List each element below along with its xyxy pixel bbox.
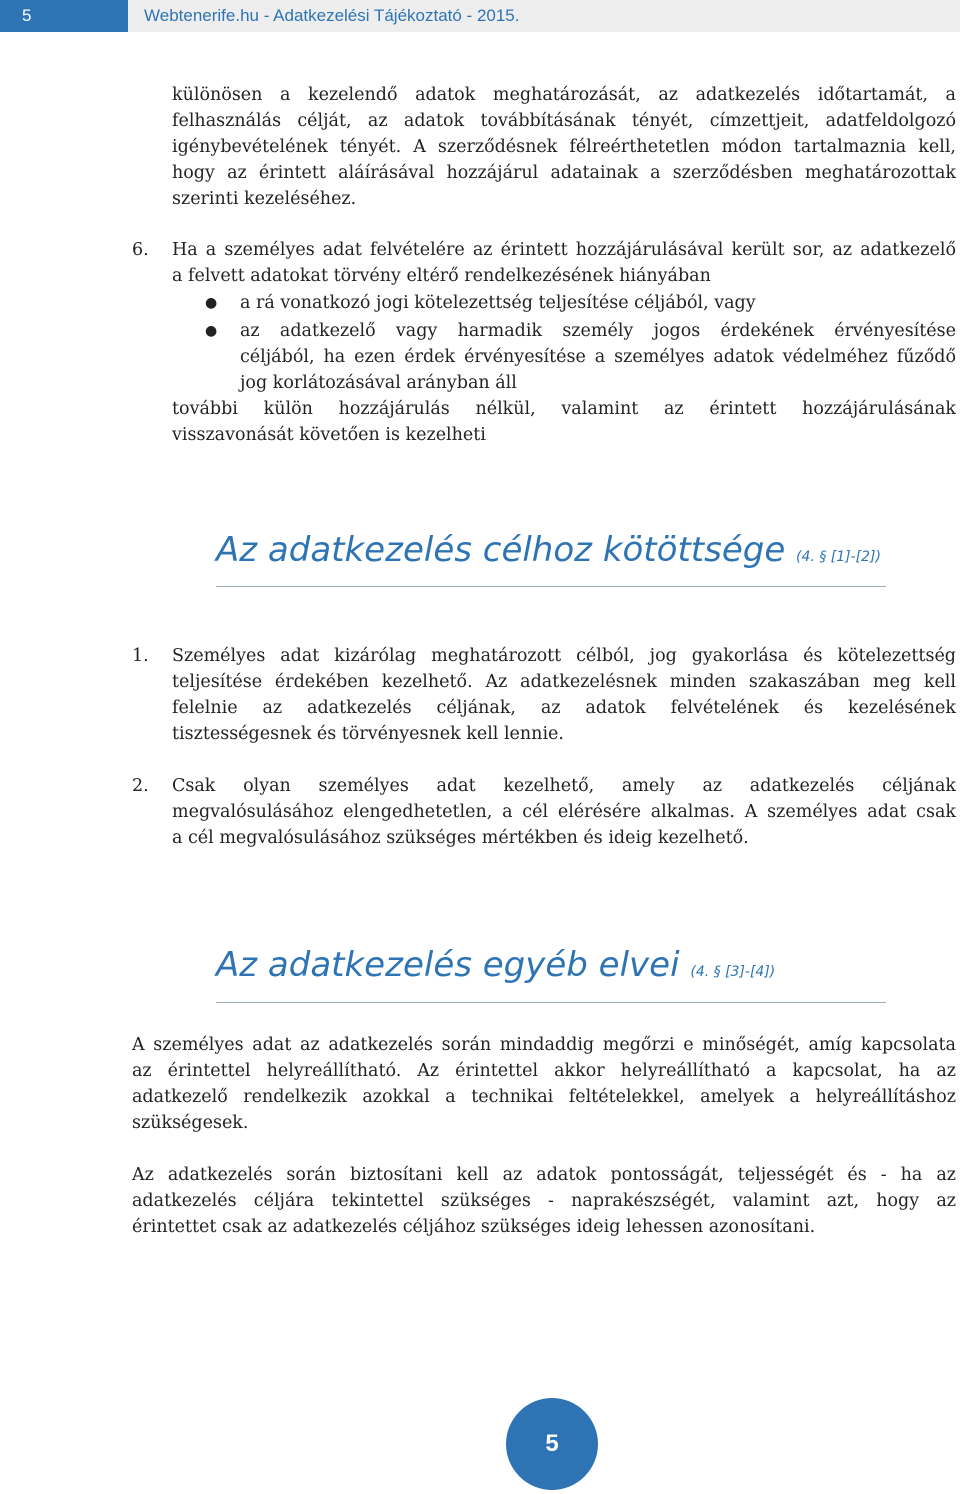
text-line: Csak olyan személyes adat kezelhető, amely az adatkezelés céljának bbox=[172, 776, 956, 796]
text-line: Az adatkezelés során biztosítani kell az adatok pontosságát, teljességét és - ha az bbox=[132, 1165, 956, 1185]
text-line: Ha a személyes adat felvételére az érintett hozzájárulásával került sor, az adatkezelő bbox=[172, 240, 956, 260]
section-divider bbox=[216, 1002, 886, 1003]
text-line: a felvett adatokat törvény eltérő rendelkezésének hiányában bbox=[172, 266, 711, 286]
text-line: céljából, ha ezen érdek érvényesítése a személyes adatok védelméhez fűződő bbox=[240, 347, 956, 367]
text-line: az adatkezelő vagy harmadik személy jogos érdekének érvényesítése bbox=[240, 321, 956, 341]
list-number: 1. bbox=[132, 646, 149, 666]
header-page-number: 5 bbox=[0, 0, 128, 32]
text-line: tisztességesnek és törvényesnek kell lennie. bbox=[172, 724, 564, 744]
text-line: érintettet csak az adatkezelés céljához szükséges ideig lehessen azonosítani. bbox=[132, 1217, 816, 1237]
text-line: a rá vonatkozó jogi kötelezettség teljesítése céljából, vagy bbox=[240, 293, 756, 313]
header-title: Webtenerife.hu - Adatkezelési Tájékoztató - 2015. bbox=[144, 6, 520, 25]
section-divider bbox=[216, 586, 886, 587]
text-line: megvalósulásához elengedhetetlen, a cél elérésére alkalmas. A személyes adat csak bbox=[172, 802, 956, 822]
text-line: adatkezelés céljára tekintettel szükséges - naprakészségét, valamint azt, hogy az bbox=[132, 1191, 956, 1211]
list-number: 6. bbox=[132, 240, 149, 260]
section-heading bbox=[216, 528, 881, 579]
text-line: a cél megvalósulásához szükséges mértékben és ideig kezelhető. bbox=[172, 828, 749, 848]
text-line: felelnie az adatkezelés céljának, az adatok felvételének és kezelésének bbox=[172, 698, 956, 718]
text-line: A személyes adat az adatkezelés során mindaddig megőrzi e minőségét, amíg kapcsolata bbox=[132, 1035, 956, 1055]
text-line: felhasználás célját, az adatok továbbításának tényét, címzettjeit, adatfeldolgozó bbox=[172, 111, 956, 131]
section-reference: (4. § [1]-[2]) bbox=[796, 549, 881, 565]
footer-page-number: 5 bbox=[506, 1398, 598, 1490]
text-line: teljesítése érdekében kezelhető. Az adatkezelésnek minden szakaszában meg kell bbox=[172, 672, 956, 692]
section-reference: (4. § [3]-[4]) bbox=[690, 964, 776, 980]
text-line: szükségesek. bbox=[132, 1113, 249, 1133]
text-line: adatkezelő rendelkezik azokkal a technikai feltételekkel, amelyek a helyreállításhoz bbox=[132, 1087, 956, 1107]
section-heading bbox=[216, 943, 775, 994]
text-line: Személyes adat kizárólag meghatározott célból, jog gyakorlása és kötelezettség bbox=[172, 646, 956, 666]
text-line: hogy az érintett aláírásával hozzájárul adatainak a szerződésben meghatározottak bbox=[172, 163, 956, 183]
text-line: szerinti kezeléséhez. bbox=[172, 189, 357, 209]
bullet-icon: ● bbox=[205, 323, 218, 339]
bullet-icon: ● bbox=[205, 295, 218, 311]
text-line: jog korlátozásával arányban áll bbox=[240, 373, 517, 393]
section-title: Az adatkezelés célhoz kötöttsége bbox=[216, 530, 786, 570]
text-line: visszavonását követően is kezelheti bbox=[172, 425, 486, 445]
text-line: különösen a kezelendő adatok meghatározását, az adatkezelés időtartamát, a bbox=[172, 85, 956, 105]
page-header bbox=[0, 0, 960, 32]
section-title: Az adatkezelés egyéb elvei bbox=[216, 945, 680, 985]
list-number: 2. bbox=[132, 776, 149, 796]
text-line: igénybevételének tényét. A szerződésnek félreérthetetlen módon tartalmaznia kell, bbox=[172, 137, 956, 157]
text-line: további külön hozzájárulás nélkül, valamint az érintett hozzájárulásának bbox=[172, 399, 956, 419]
text-line: az érintettel helyreállítható. Az érintettel akkor helyreállítható a kapcsolat, ha az bbox=[132, 1061, 956, 1081]
